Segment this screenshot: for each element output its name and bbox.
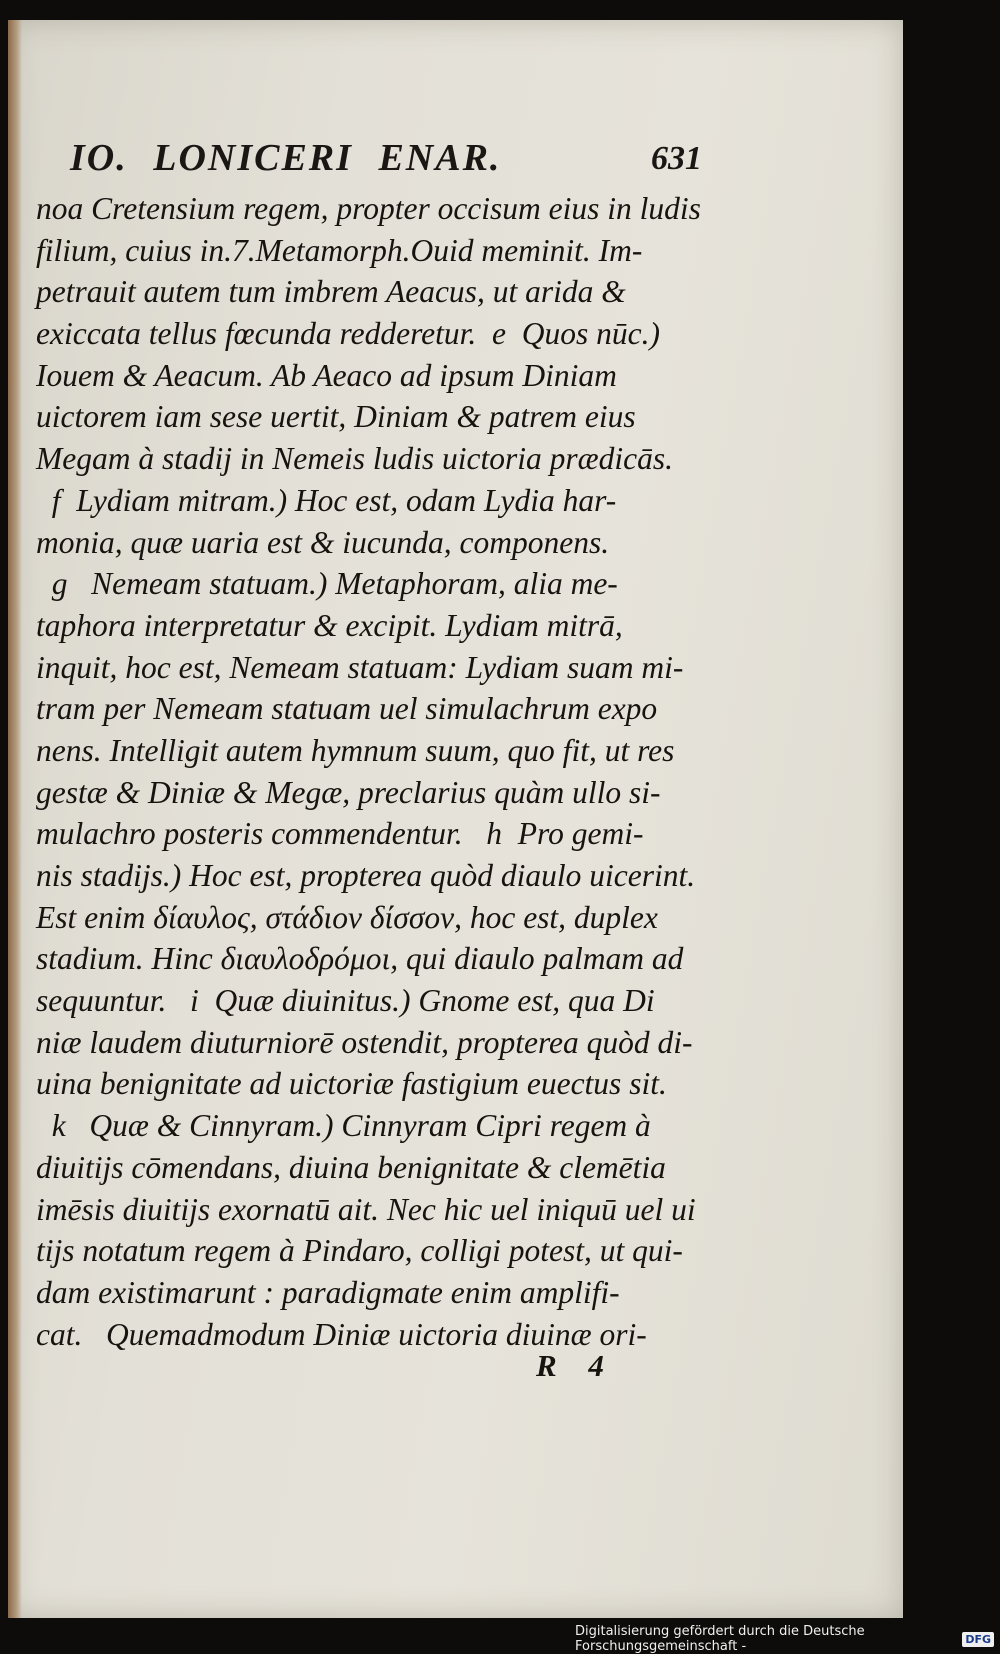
- text-line: tram per Nemeam statuam uel simulachrum expo: [36, 691, 658, 727]
- text-line: gestæ & Diniæ & Megæ, preclarius quàm ullo si-: [36, 774, 661, 810]
- text-line: petrauit autem tum imbrem Aeacus, ut arida &: [36, 274, 626, 310]
- scanned-page: [8, 20, 903, 1618]
- running-header: [70, 136, 702, 186]
- text-line: dam existimarunt : paradigmate enim amplifi-: [36, 1274, 620, 1310]
- text-line: k Quæ & Cinnyram.) Cinnyram Cipri regem à: [36, 1108, 651, 1144]
- text-line: nis stadijs.) Hoc est, propterea quòd diaulo uicerint.: [36, 858, 696, 893]
- text-line: filium, cuius in.7.Metamorph.Ouid meminit. Im-: [36, 232, 643, 268]
- text-line: niæ laudem diuturniorē ostendit, propterea quòd di-: [36, 1024, 693, 1060]
- running-title: IO. LONICERI ENAR.: [70, 137, 502, 179]
- text-line: Iouem & Aeacum. Ab Aeaco ad ipsum Diniam: [36, 357, 617, 393]
- text-line: stadium. Hinc διαυλοδρόμοι, qui diaulo palmam ad: [36, 941, 684, 977]
- text-line: diuitijs cōmendans, diuina benignitate & clemētia: [36, 1149, 666, 1185]
- dfg-logo: DFG: [962, 1632, 994, 1647]
- text-line: cat. Quemadmodum Diniæ uictoria diuinæ ori-: [36, 1316, 647, 1352]
- text-line: monia, quæ uaria est & iucunda, componens.: [36, 524, 610, 560]
- text-line: mulachro posteris commendentur. h Pro gemi-: [36, 816, 644, 852]
- text-line: uictorem iam sese uertit, Diniam & patrem eius: [36, 399, 636, 435]
- footer-credit-text: Digitalisierung gefördert durch die Deutsche Forschungsgemeinschaft -: [575, 1624, 865, 1654]
- text-line: noa Cretensium regem, propter occisum eius in ludis: [36, 191, 701, 226]
- text-line: Est enim δίαυλος, στάδιον δίσσον, hoc est, duplex: [36, 899, 658, 935]
- text-line: tijs notatum regem à Pindaro, colligi potest, ut qui-: [36, 1233, 683, 1269]
- text-line: inquit, hoc est, Nemeam statuam: Lydiam suam mi-: [36, 649, 684, 685]
- signature-mark: R 4: [536, 1348, 604, 1383]
- text-line: sequuntur. i Quæ diuinitus.) Gnome est, qua Di: [36, 983, 655, 1019]
- text-line: uina benignitate ad uictoriæ fastigium euectus sit.: [36, 1066, 667, 1102]
- text-line: nens. Intelligit autem hymnum suum, quo fit, ut res: [36, 732, 675, 768]
- text-line: g Nemeam statuam.) Metaphoram, alia me-: [36, 566, 618, 602]
- text-line: exiccata tellus fœcunda redderetur. e Quos nūc.): [36, 316, 661, 352]
- footer-credit: [575, 1624, 1000, 1654]
- body-text: [36, 188, 701, 1355]
- text-line: f Lydiam mitram.) Hoc est, odam Lydia har-: [36, 482, 617, 518]
- text-line: taphora interpretatur & excipit. Lydiam mitrā,: [36, 607, 623, 643]
- text-line: Megam à stadij in Nemeis ludis uictoria prædicās.: [36, 441, 673, 477]
- page-number: 631: [651, 140, 702, 177]
- text-line: imēsis diuitijs exornatū ait. Nec hic uel iniquū uel ui: [36, 1191, 696, 1227]
